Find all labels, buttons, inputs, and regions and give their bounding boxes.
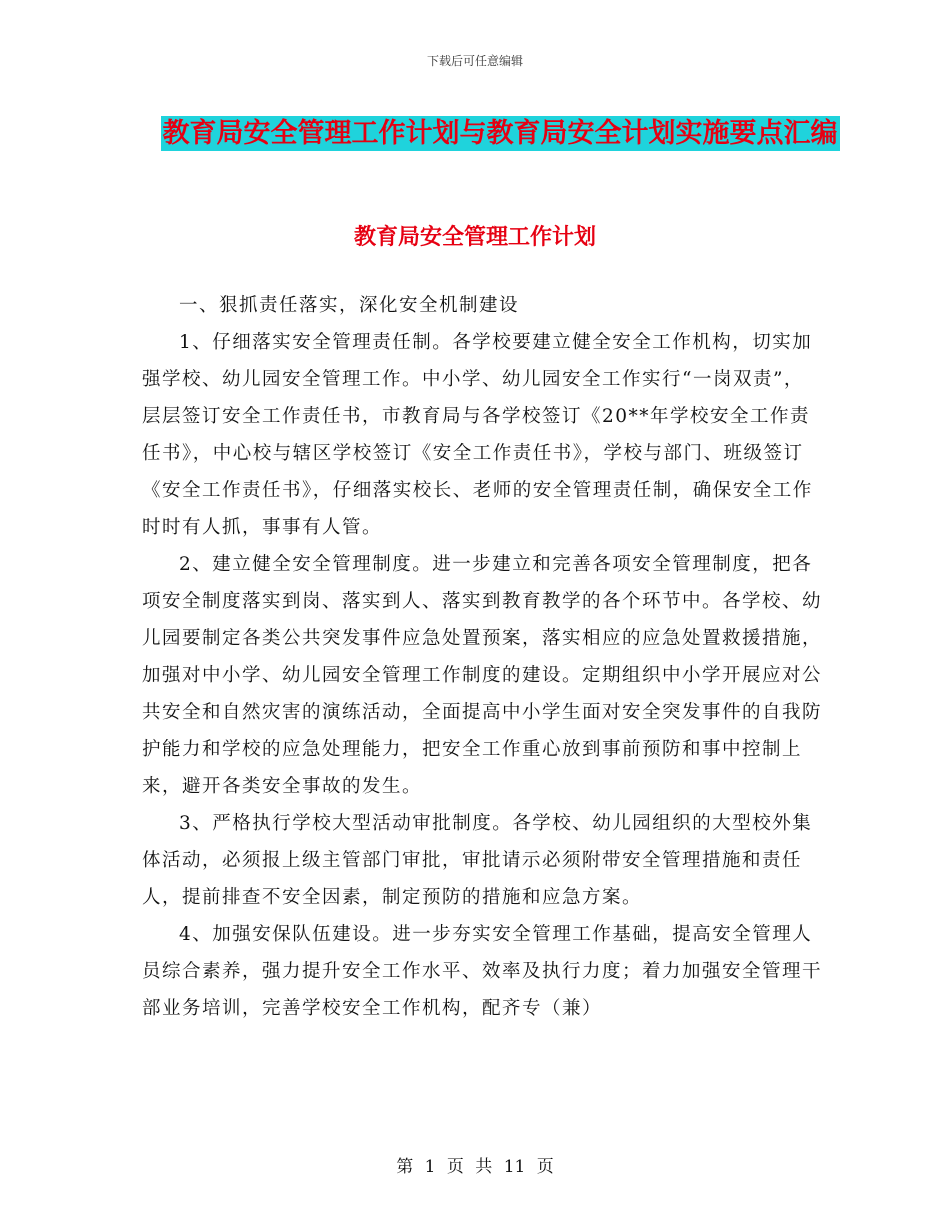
paragraph: 一、狠抓责任落实，深化安全机制建设 <box>179 295 520 316</box>
document-body <box>142 287 822 1027</box>
paragraph: 3、严格执行学校大型活动审批制度。各学校、幼儿园组织的大型校外集体活动，必须报上级主管部门审批，审批请示必须附带安全管理措施和责任人，提前排查不安全因素，制定预防的措施和应急方案。 <box>142 813 813 908</box>
paragraph: 2、建立健全安全管理制度。进一步建立和完善各项安全管理制度，把各项安全制度落实到岗、落实到人、落实到教育教学的各个环节中。各学校、幼儿园要制定各类公共突发事件应急处置预案，落实相应的应急处置救援措施，加强对中小学、幼儿园安全管理工作制度的建设。定期组织中小学开展应对公共安全和自然灾害的演练活动，全面提高中小学生面对安全突发事件的自我防护能力和学校的应急处理能力，把安全工作重心放到事前预防和事中控制上来，避开各类安全事故的发生。 <box>142 554 823 797</box>
paragraph: 4、加强安保队伍建设。进一步夯实安全管理工作基础，提高安全管理人员综合素养，强力提升安全工作水平、效率及执行力度；着力加强安全管理干部业务培训，完善学校安全工作机构，配齐专（兼） <box>142 924 823 1019</box>
paragraph: 1、仔细落实安全管理责任制。各学校要建立健全安全工作机构，切实加强学校、幼儿园安全管理工作。中小学、幼儿园安全工作实行“一岗双责”，层层签订安全工作责任书，市教育局与各学校签订《20**年学校安全工作责任书》，中心校与辖区学校签订《安全工作责任书》，学校与部门、班级签订《安全工作责任书》，仔细落实校长、老师的安全管理责任制，确保安全工作时时有人抓，事事有人管。 <box>142 332 813 538</box>
title-text: 教育局安全管理工作计划与教育局安全计划实施要点汇编 <box>162 118 838 149</box>
section-title: 教育局安全管理工作计划 <box>353 225 596 250</box>
header-note: 下载后可任意编辑 <box>426 54 523 68</box>
page-number: 第 1 页 共 11 页 <box>396 1157 554 1177</box>
document-title <box>140 112 860 156</box>
